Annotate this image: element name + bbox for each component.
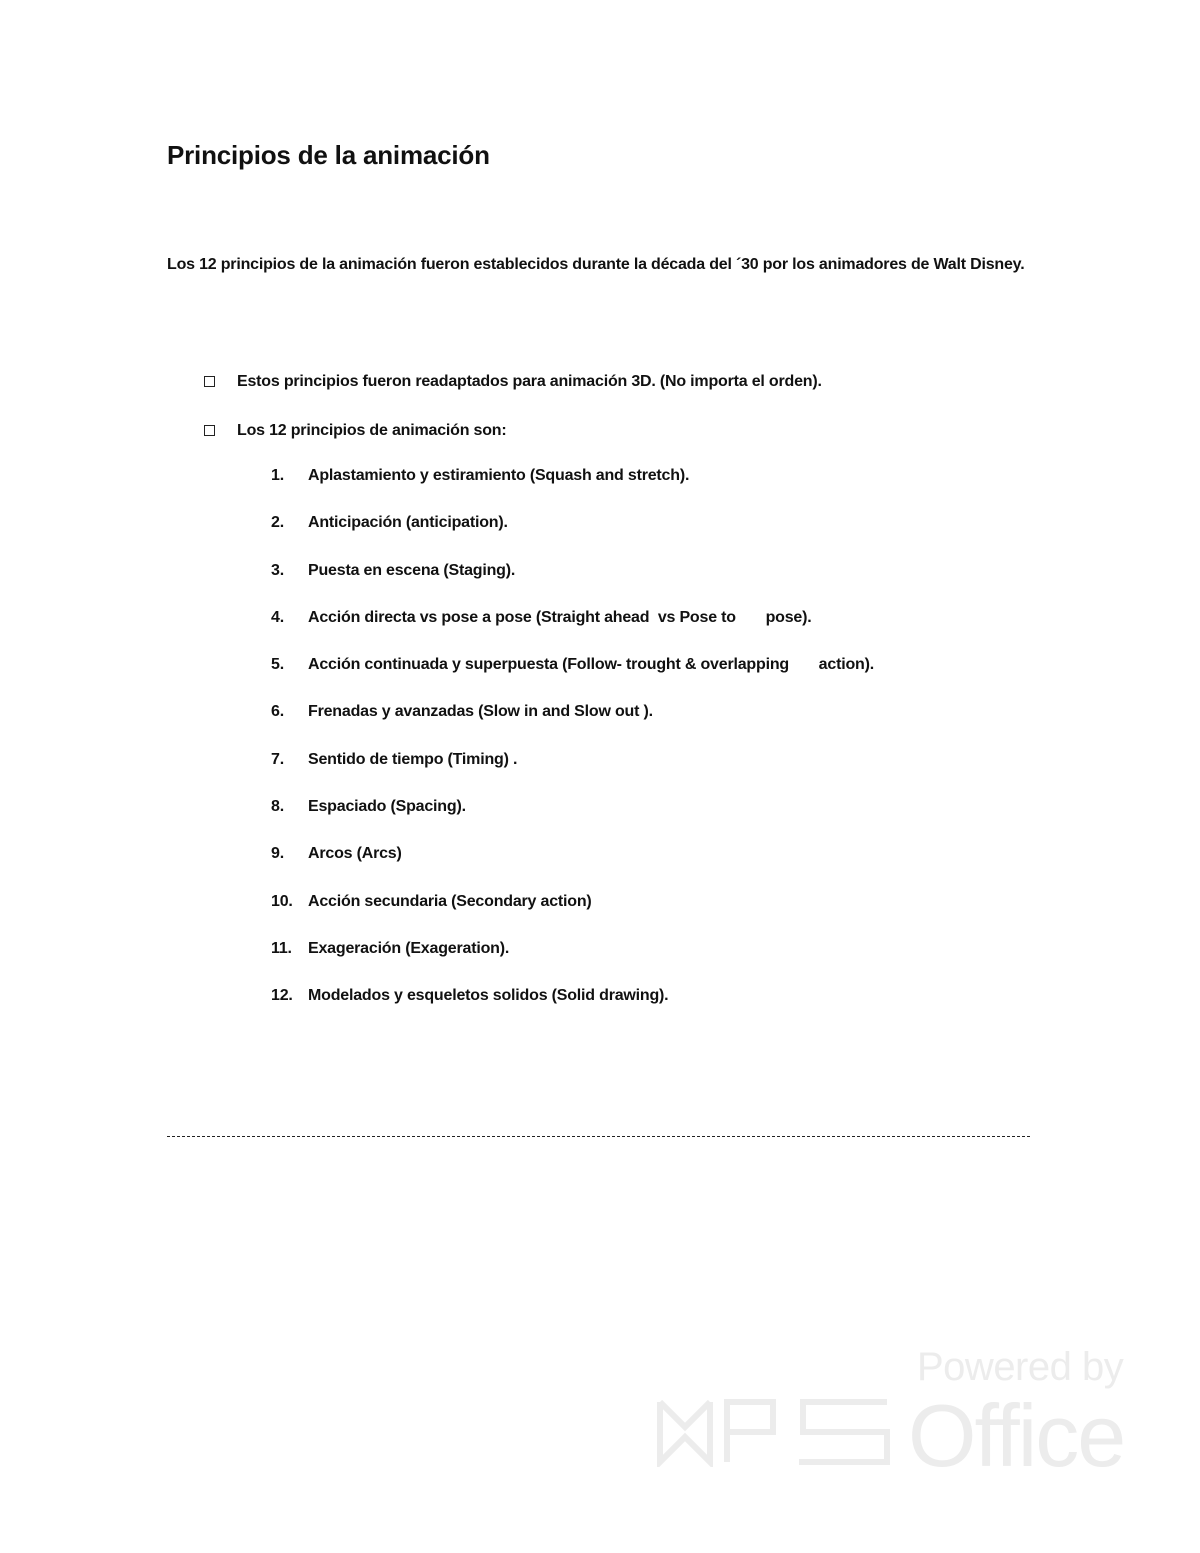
checkbox-bullet-icon (204, 376, 215, 387)
list-item-text: Acción secundaria (Secondary action) (308, 892, 592, 910)
list-item-text: Sentido de tiempo (Timing) . (308, 750, 518, 768)
list-item-number: 8. (271, 798, 284, 816)
list-item-text: Acción continuada y superpuesta (Follow- trought & overlapping action). (308, 656, 874, 674)
intro-paragraph: Los 12 principios de la animación fueron establecidos durante la década del ´30 por los animadores de Walt Disney. (167, 256, 1025, 273)
document-title: Principios de la animación (167, 140, 490, 170)
list-item-number: 5. (271, 656, 284, 674)
wps-office-watermark (655, 1345, 1125, 1485)
list-item-number: 12. (271, 987, 293, 1005)
bullet-text: Estos principios fueron readaptados para animación 3D. (No importa el orden). (237, 373, 822, 390)
list-item-number: 9. (271, 845, 284, 863)
list-item-number: 1. (271, 467, 284, 484)
list-item-number: 2. (271, 514, 284, 532)
list-item-number: 3. (271, 561, 284, 579)
list-item-number: 6. (271, 703, 284, 721)
list-item-text: Puesta en escena (Staging). (308, 561, 516, 579)
watermark-office: Office (908, 1386, 1125, 1485)
bullet-text: Los 12 principios de animación son: (237, 422, 507, 439)
list-item-text: Acción directa vs pose a pose (Straight ahead vs Pose to pose). (308, 608, 812, 626)
list-item-text: Espaciado (Spacing). (308, 798, 466, 816)
list-item-number: 11. (271, 939, 292, 957)
checkbox-bullet-icon (204, 425, 215, 436)
list-item-number: 7. (271, 750, 284, 768)
list-item-text: Exageración (Exageration). (308, 939, 510, 957)
list-item-text: Arcos (Arcs) (308, 845, 402, 863)
list-item-text: Modelados y esqueletos solidos (Solid drawing). (308, 987, 669, 1005)
list-item-text: Aplastamiento y estiramiento (Squash and stretch). (308, 467, 690, 484)
wps-logo-icon (655, 1397, 895, 1467)
watermark-powered-by: Powered by (917, 1345, 1124, 1389)
list-item-number: 4. (271, 608, 284, 626)
list-item-number: 10. (271, 892, 293, 910)
list-item-text: Frenadas y avanzadas (Slow in and Slow out ). (308, 703, 653, 721)
list-item-text: Anticipación (anticipation). (308, 514, 508, 532)
dashed-divider (167, 1136, 1030, 1137)
